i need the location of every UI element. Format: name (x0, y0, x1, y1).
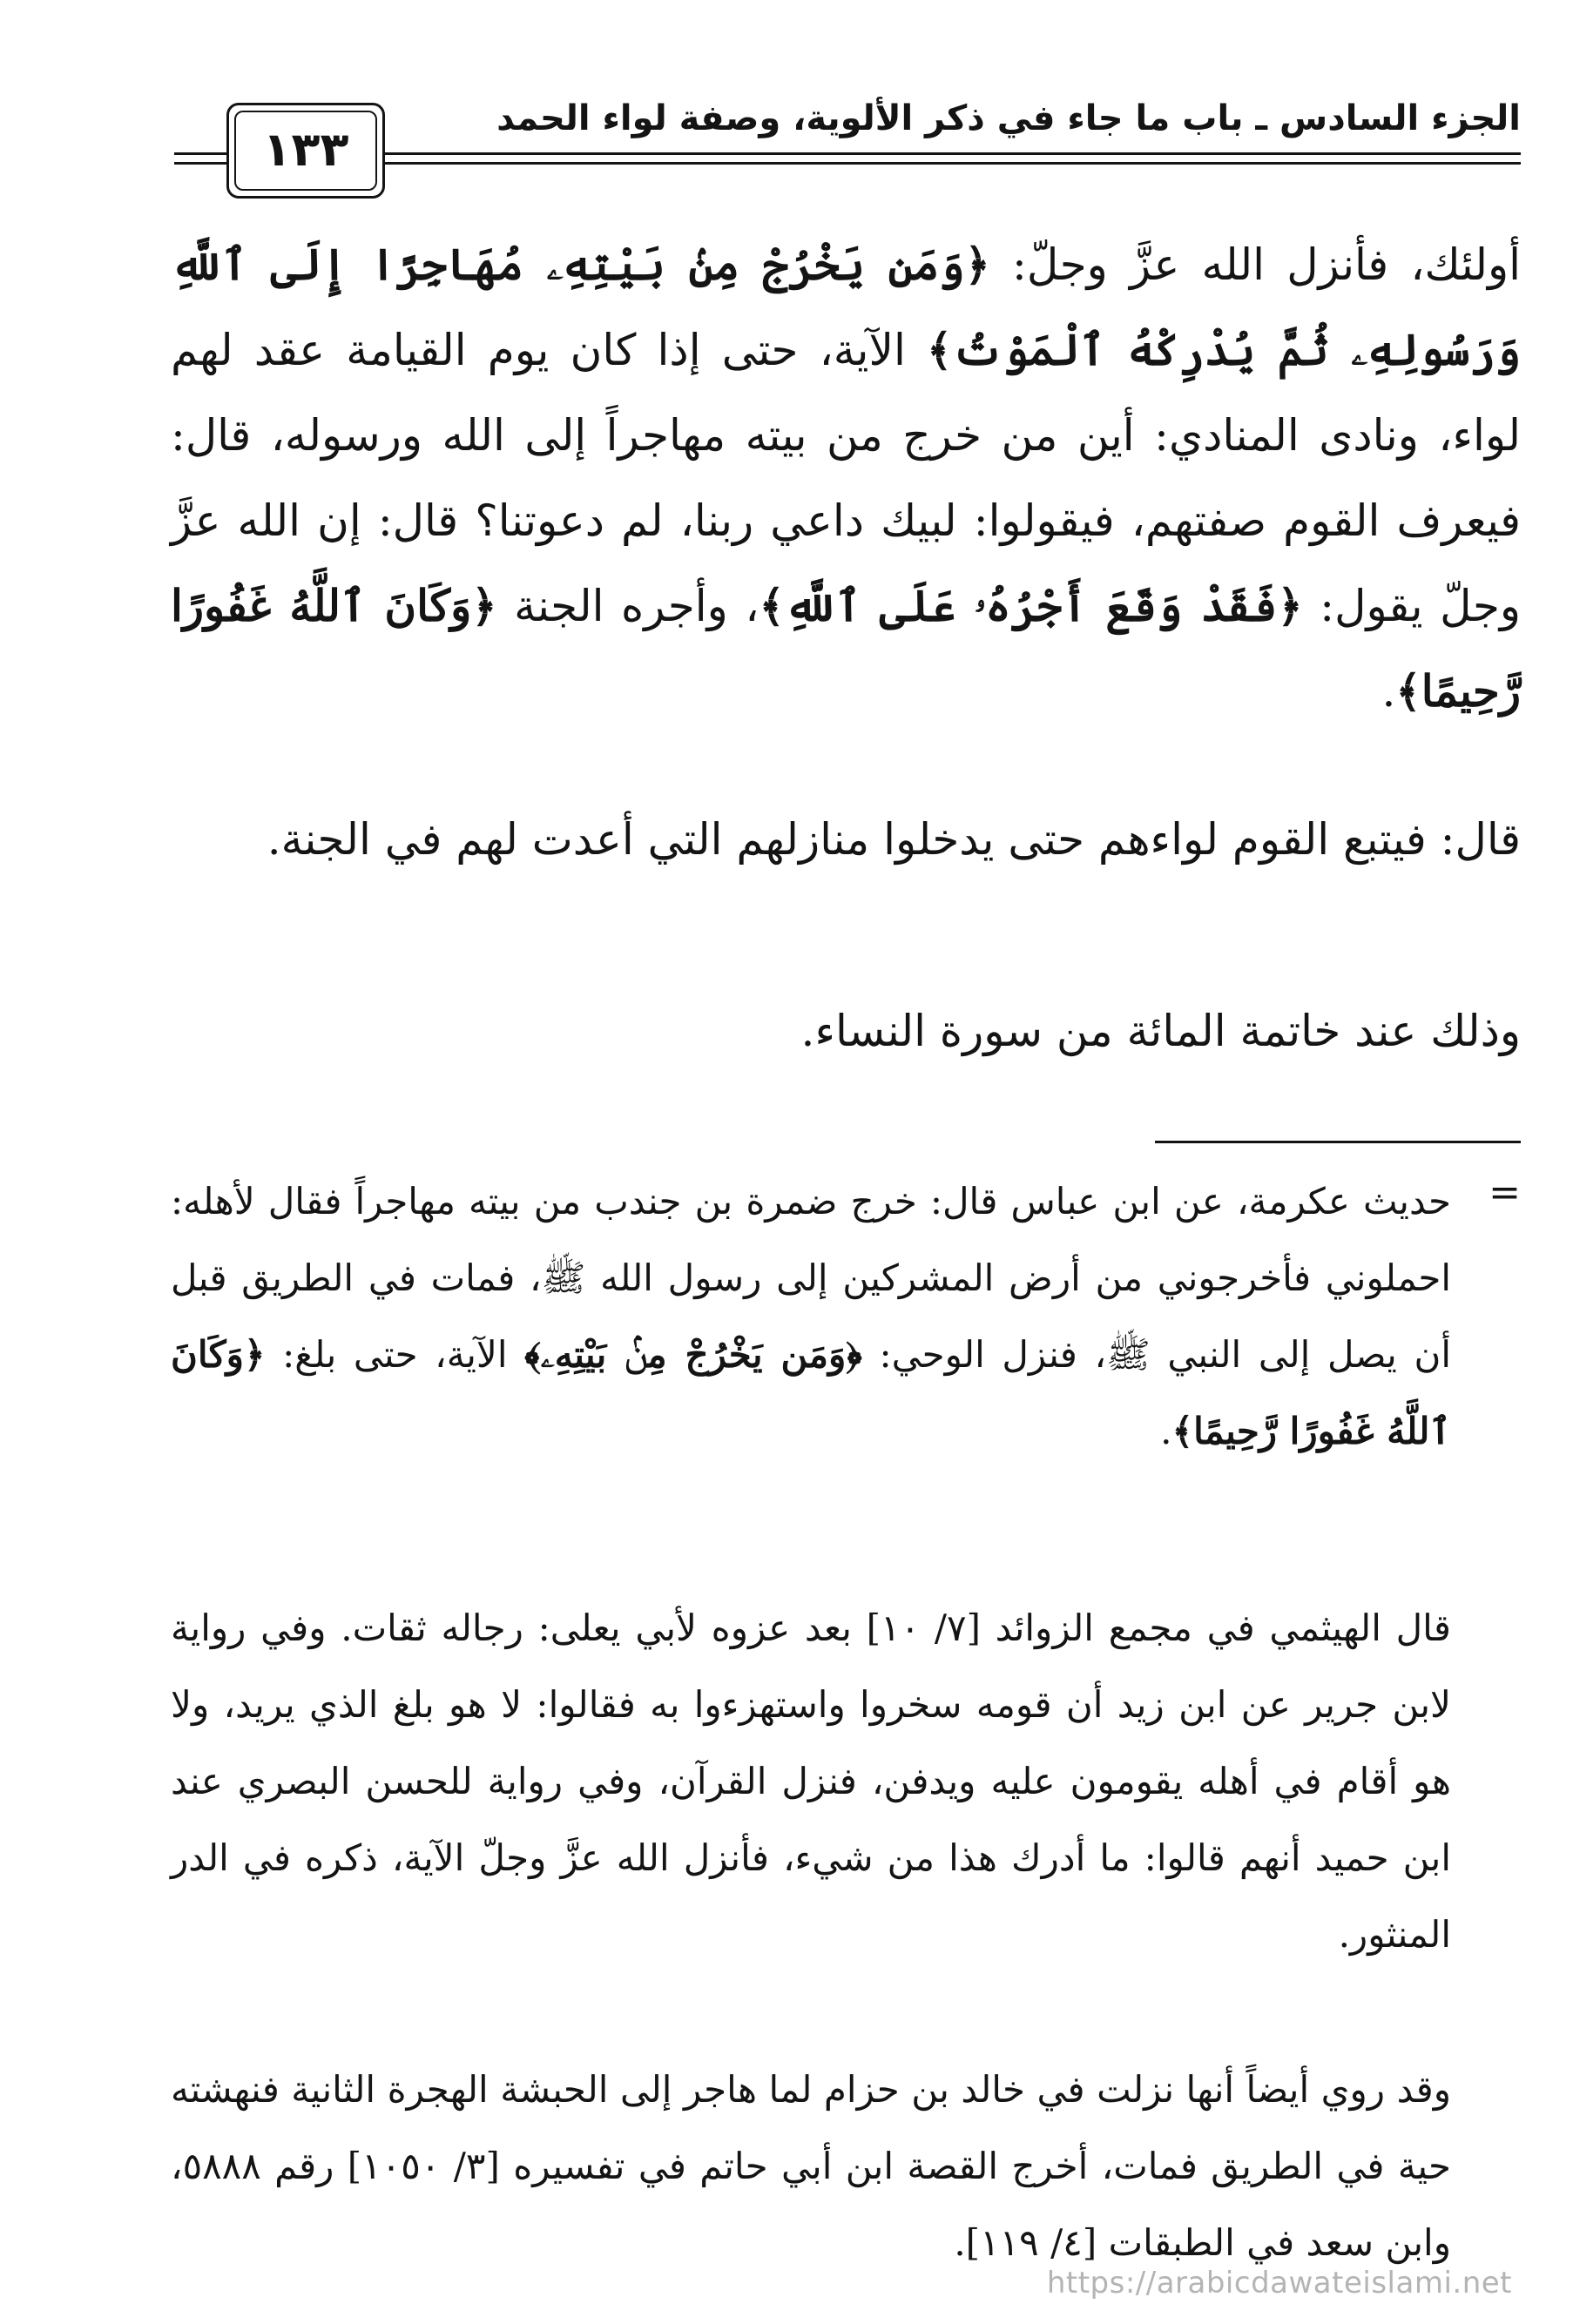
running-header-title: الجزء السادس ـ باب ما جاء في ذكر الألوية، وصفة لواء الحمد (496, 98, 1521, 138)
footnote-text: . (1160, 1410, 1172, 1452)
quran-verse: ﴿فَقَدْ وَقَعَ أَجْرُهُۥ عَلَى ٱللَّهِ﴾ (759, 580, 1303, 631)
body-paragraph-3: وذلك عند خاتمة المائة من سورة النساء. (800, 1006, 1521, 1056)
body-text: . (1381, 666, 1396, 717)
body-paragraph-2: قال: فيتبع القوم لواءهم حتى يدخلوا منازلهم التي أعدت لهم في الجنة. (267, 814, 1521, 865)
body-text: الآية، حتى إذا كان يوم القيامة عقد لهم لواء، ونادى المنادي: أين من خرج من بيته مهاجراً إلى الله ورسوله، قال: فيعرف القوم صفتهم، فيقولوا: لبيك داعي ربنا، لم دعوتنا؟ قال: إن الله عزَّ وجلّ يقول: (171, 325, 1522, 631)
quran-verse: ﴿وَمَن يَخْرُجْ مِنۢ بَيْتِهِۦ مُهَاجِرًا إِلَى ٱللَّهِ وَرَسُولِهِۦ ثُمَّ يُدْرِكْهُ ٱلْمَوْتُ﴾ (171, 239, 1521, 375)
quran-verse: ﴿وَكَانَ ٱللَّهُ غَفُورًا رَّحِيمًا﴾ (171, 1333, 1451, 1452)
footnote-separator (1155, 1141, 1521, 1143)
page-number-frame (226, 103, 385, 199)
body-paragraph-1 (171, 222, 1521, 734)
quran-verse: ﴿وَكَانَ ٱللَّهُ غَفُورًا رَّحِيمًا﴾ (171, 580, 1521, 717)
footnote-continuation-mark: = (1489, 1170, 1521, 1215)
footnote-paragraph-2: قال الهيثمي في مجمع الزوائد [٧/ ١٠] بعد عزوه لأبي يعلى: رجاله ثقات. وفي رواية لابن جرير عن ابن زيد أن قومه سخروا واستهزءوا به فقالوا: لا هو بلغ الذي يريد، ولا هو أقام في أهله يقومون عليه ويدفن، فنزل القرآن، وفي رواية للحسن البصري عند ابن حميد أنهم قالوا: ما أدرك هذا من شيء، فأنزل الله عزَّ وجلّ الآية، ذكره في الدر المنثور. (171, 1607, 1451, 1956)
quran-verse: ﴿وَمَن يَخْرُجْ مِنۢ بَيْتِهِۦ﴾ (524, 1333, 862, 1376)
page-number: ١٣٣ (262, 122, 349, 177)
watermark-url: https://arabicdawateislami.net (1046, 2266, 1512, 2300)
footnote-paragraph-1 (171, 1163, 1451, 1470)
body-text: ، وأجره الجنة (496, 581, 759, 631)
body-text: أولئك، فأنزل الله عزَّ وجلّ: (989, 239, 1521, 290)
footnote-paragraph-3: وقد روي أيضاً أنها نزلت في خالد بن حزام لما هاجر إلى الحبشة الهجرة الثانية فنهشته حية في الطريق فمات، أخرج القصة ابن أبي حاتم في تفسيره [٣/ ١٠٥٠] رقم ٥٨٨٨، وابن سعد في الطبقات [٤/ ١١٩]. (171, 2068, 1451, 2264)
footnote-text: الآية، حتى بلغ: (265, 1333, 525, 1376)
footnote-text: حديث عكرمة، عن ابن عباس قال: خرج ضمرة بن جندب من بيته مهاجراً فقال لأهله: احملوني فأخرجوني من أرض المشركين إلى رسول الله ﷺ، فمات في الطريق قبل أن يصل إلى النبي ﷺ، فنزل الوحي: (171, 1180, 1451, 1376)
